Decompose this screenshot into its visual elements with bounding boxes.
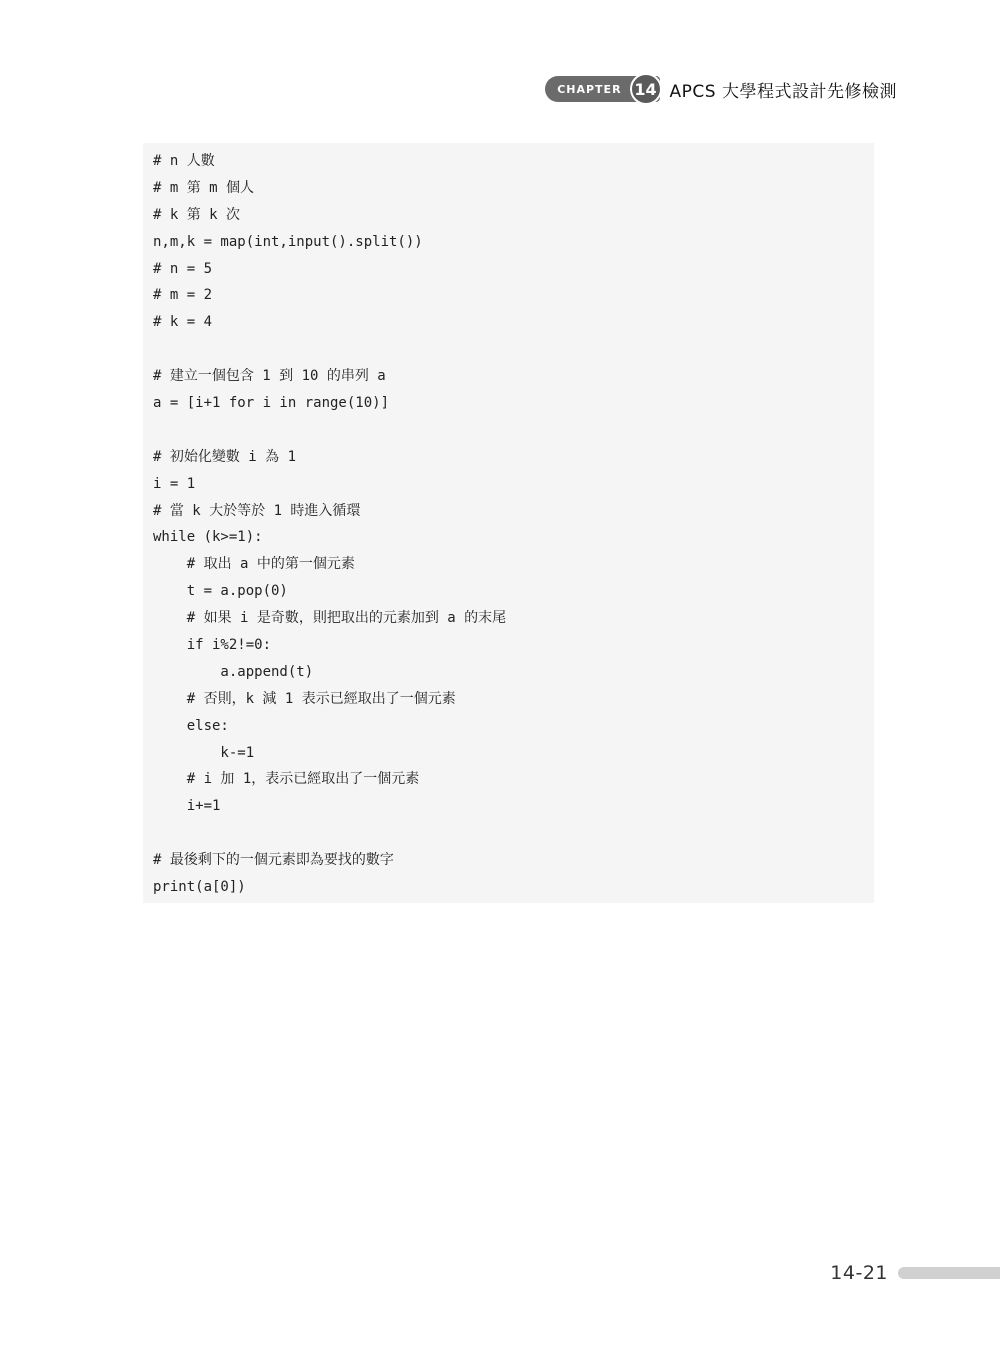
code-line: # 否則，k 減 1 表示已經取出了一個元素 xyxy=(153,690,456,707)
code-line: # n 人數 xyxy=(153,153,215,169)
code-line: else: xyxy=(153,717,229,734)
code-line: # 取出 a 中的第一個元素 xyxy=(153,556,355,573)
page-number: 14-21 xyxy=(830,1262,888,1284)
code-line: # i 加 1，表示已經取出了一個元素 xyxy=(153,771,420,788)
code-line: # k = 4 xyxy=(153,314,213,331)
code-line: n,m,k = map(int,input().split()) xyxy=(153,233,423,250)
code-line: a.append(t) xyxy=(153,663,314,680)
page-footer xyxy=(830,1262,1000,1284)
code-line xyxy=(153,336,874,363)
code-line: # m 第 m 個人 xyxy=(153,179,255,196)
chapter-label: CHAPTER xyxy=(557,82,622,96)
code-line: if i%2!=0: xyxy=(153,637,272,654)
code-line: while (k>=1): xyxy=(153,529,263,546)
code-line: # 初始化變數 i 為 1 xyxy=(153,448,297,465)
code-line xyxy=(153,417,874,444)
chapter-header xyxy=(545,76,897,102)
chapter-title: APCS 大學程式設計先修檢測 xyxy=(669,81,897,102)
code-block xyxy=(143,143,874,903)
code-line: k-=1 xyxy=(153,744,255,761)
code-line: print(a[0]) xyxy=(153,879,246,896)
chapter-number: 14 xyxy=(630,73,662,105)
page-footer-bar xyxy=(898,1267,1000,1279)
code-line xyxy=(153,820,874,847)
code-line: # 如果 i 是奇數，則把取出的元素加到 a 的末尾 xyxy=(153,610,507,627)
code-line: # k 第 k 次 xyxy=(153,206,241,223)
code-line: # n = 5 xyxy=(153,260,213,277)
chapter-badge xyxy=(545,76,659,102)
code-line: # 最後剩下的一個元素即為要找的數字 xyxy=(153,852,394,869)
code-line: a = [i+1 for i in range(10)] xyxy=(153,395,390,412)
code-line: i = 1 xyxy=(153,475,196,492)
code-line: i+=1 xyxy=(153,798,221,815)
code-line: # 建立一個包含 1 到 10 的串列 a xyxy=(153,368,386,385)
code-line: t = a.pop(0) xyxy=(153,583,288,600)
code-line: # 當 k 大於等於 1 時進入循環 xyxy=(153,502,361,519)
code-line: # m = 2 xyxy=(153,287,213,304)
